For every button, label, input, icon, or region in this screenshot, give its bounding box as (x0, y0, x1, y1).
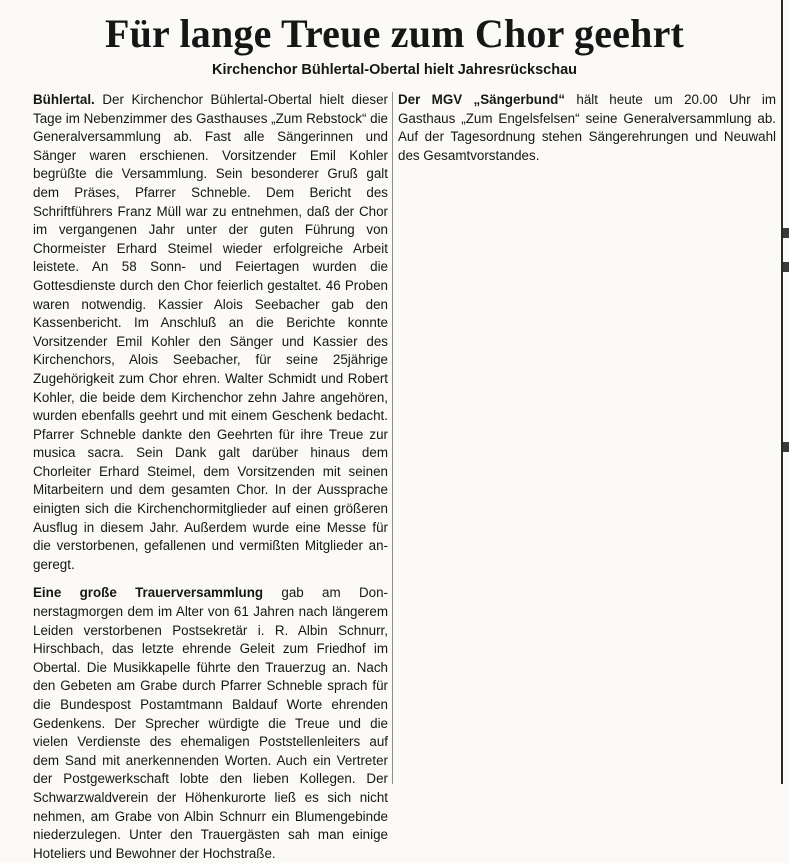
page-edge-rule (781, 0, 783, 784)
adjacent-column-fragment (783, 262, 789, 272)
paragraph-lead: Der MGV „Sängerbund“ (398, 92, 566, 107)
article-column-left (33, 91, 388, 863)
adjacent-column-fragment (783, 442, 789, 452)
article-paragraph-choir (33, 91, 388, 574)
paragraph-lead: Bühlertal. (33, 92, 95, 107)
paragraph-body: Der Kirchenchor Bühlertal-Obertal hielt dieser Tage im Nebenzimmer des Gasthauses „Zum Rebstock“ die Generalversammlung ab. Fast alle Sängerinnen und Sänger waren erschienen. Vorsitzender Emil Kohler begrüßte die Versammlung. Sein besonderer Gruß galt dem Präses, Pfarrer Schneble. Dem Bericht des Schriftführers Franz Müll war zu entnehmen, daß der Chor im vergangenen Jahr unter der guten Führung von Chormeister Erhard Steimel wieder erfolgreiche Arbeit leistete. An 58 Sonn- und Feiertagen wurden die Gottesdienste durch den Chor feierlich gestaltet. 46 Proben waren notwendig. Kassier Alois Seebacher gab den Kassenbericht. Im Anschluß an die Berichte konnte Vorsitzender Emil Kohler den Sänger und Kassier des Kirchenchors, Alois Seebacher, für seine 25jährige Zugehörigkeit zum Chor ehren. Walter Schmidt und Robert Kohler, die beide dem Kirchenchor zehn Jahre angehören, wurden ebenfalls geehrt und mit einem Geschenk bedacht. Pfarrer Schneble dankte den Geehrten für ihre Treue zur musica sacra. Sein Dank galt darüber hinaus dem Chorleiter Erhard Steimel, dem Vorsitzenden mit seinen Mitarbeitern und dem gesamten Chor. In der Aussprache einigten sich die Kirchenchormitglieder auf einen größeren Ausflug in diesem Jahr. Außerdem wurde eine Messe für die verstorbenen, gefallenen und vermißten Mitglieder angeregt. (33, 92, 388, 572)
paragraph-body: hält heute um 20.00 Uhr im Gasthaus „Zum Engelsfelsen“ seine Generalversammlung ab. Auf der Tagesordnung stehen Sängerehrungen und Neuwahl des Gesamtvorstandes. (398, 92, 776, 163)
article-paragraph-mgv (398, 91, 776, 165)
article-column-right (398, 91, 776, 165)
paragraph-lead: Eine große Trauerversammlung (33, 585, 264, 601)
column-divider (392, 92, 393, 784)
adjacent-column-fragment (783, 228, 789, 238)
article-paragraph-funeral (33, 584, 388, 863)
article-subheadline: Kirchenchor Bühlertal-Obertal hielt Jahresrückschau (211, 62, 578, 78)
article-headline: Für lange Treue zum Chor geehrt (104, 11, 685, 56)
paragraph-body: gab am Donnerstagmorgen dem im Alter von 61 Jahren nach längerem Leiden verstorbenen Postsekretär i. R. Albin Schnurr, Hirschbach, das letzte ehrende Geleit zum Friedhof im Obertal. Die Musikkapelle führte den Trauerzug an. Nach den Gebeten am Grabe durch Pfarrer Schneble sprach für die Bundespost Postamtmann Baldauf Worte ehrenden Gedenkens. Der Sprecher würdigte die Treue und die vielen Verdienste des ehemaligen Poststellenleiters auf dem Sand mit anerkennenden Worten. Auch ein Vertreter der Postgewerkschaft lobte den lieben Kollegen. Der Schwarzwaldverein der Höhenkurorte ließ es sich nicht nehmen, am Grabe von Albin Schnurr ein Blumengebinde niederzulegen. Unter den Trauergästen sah man einige Hoteliers und Bewohner der Hochstraße. (33, 585, 388, 861)
